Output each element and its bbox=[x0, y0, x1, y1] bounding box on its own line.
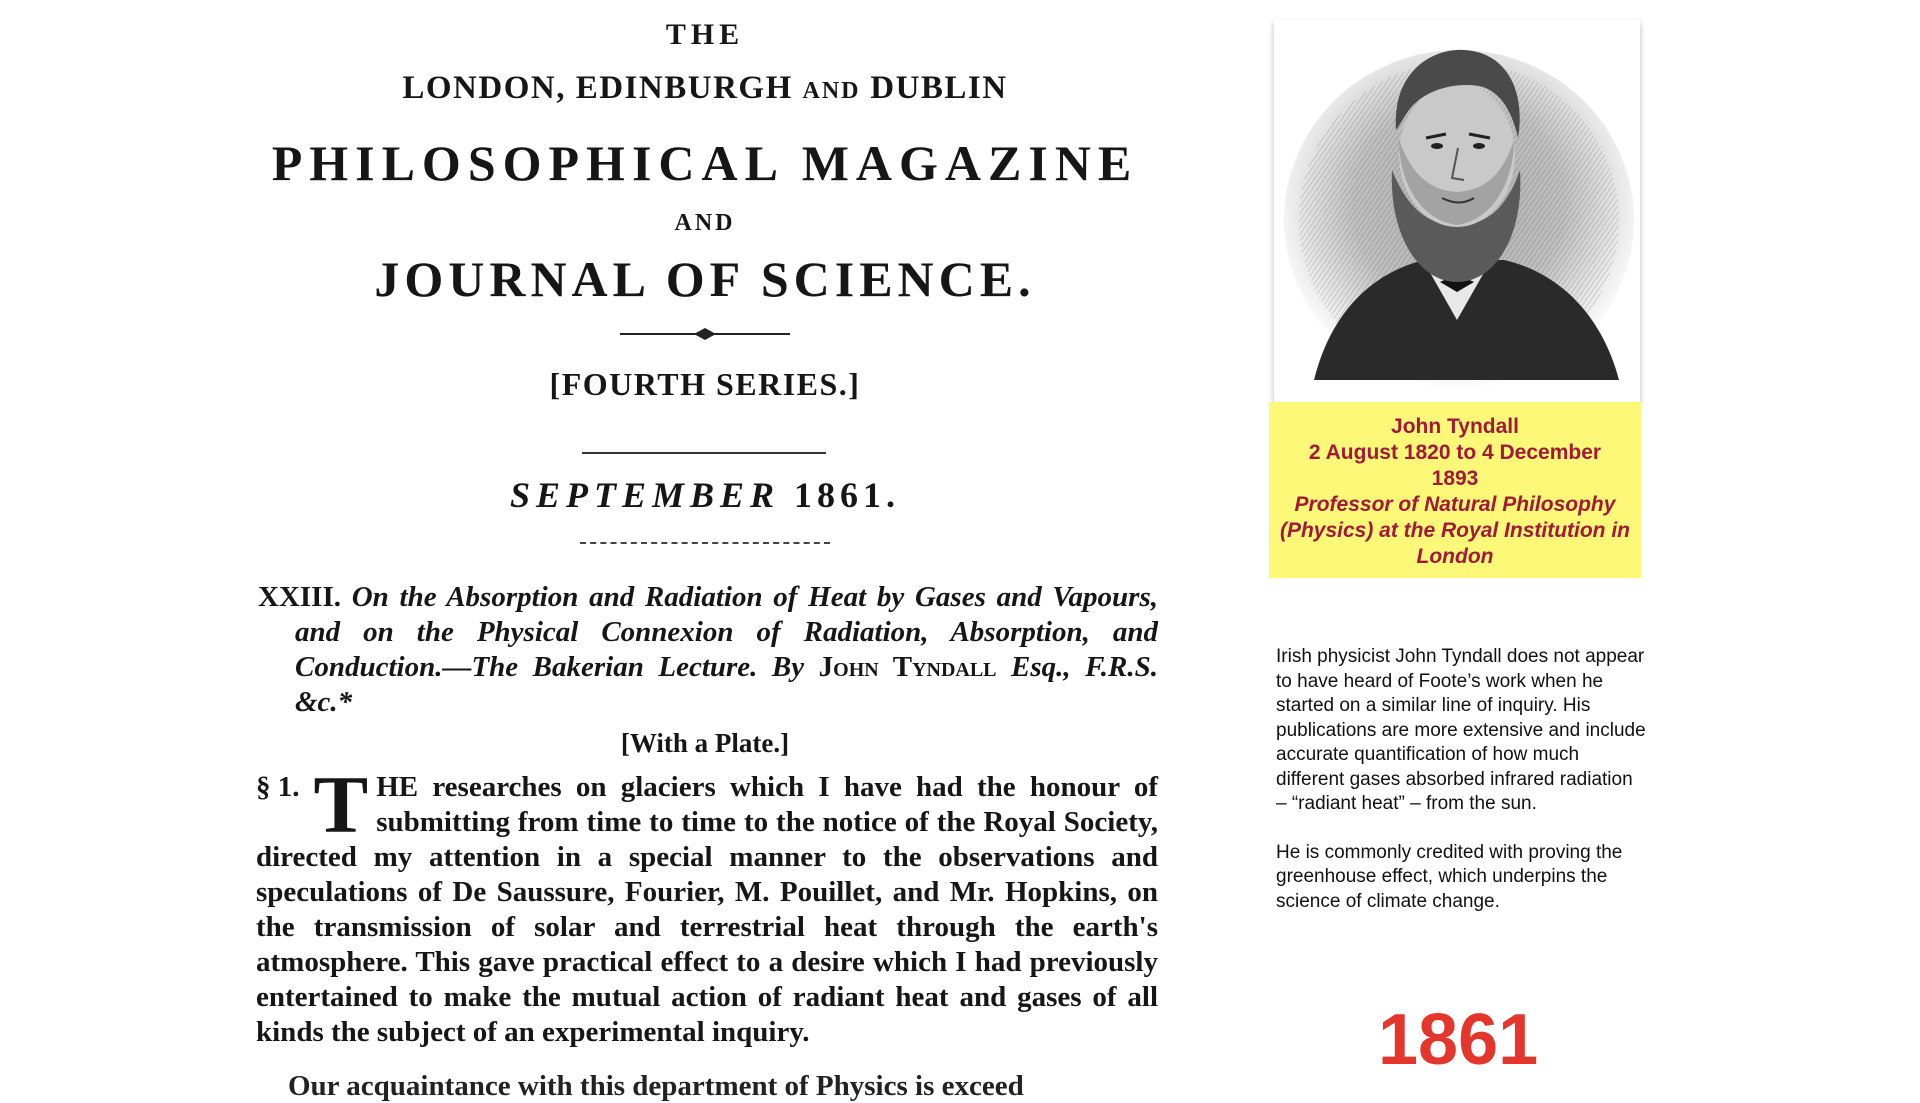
john-tyndall-portrait-engraving bbox=[1274, 20, 1640, 402]
caption-role: Professor of Natural Philosophy (Physics) at the Royal Institution in London bbox=[1279, 493, 1631, 568]
journal-series: [FOURTH SERIES.] bbox=[549, 366, 861, 402]
journal-page bbox=[248, 0, 1162, 1102]
article-heading bbox=[258, 580, 1158, 720]
ornament-divider bbox=[620, 326, 790, 342]
article-body-cut-line: Our acquaintance with this department of Physics is exceed bbox=[288, 1070, 1024, 1102]
journal-issue-month: SEPTEMBER bbox=[509, 475, 781, 515]
caption-dates-end: 1893 bbox=[1431, 467, 1479, 490]
article-plate-note: [With a Plate.] bbox=[620, 728, 790, 758]
journal-title-london: LONDON, EDINBURGH bbox=[402, 70, 793, 106]
article-body bbox=[256, 759, 1158, 1050]
portrait-caption bbox=[1269, 402, 1641, 578]
year-label: 1861 bbox=[1378, 1000, 1539, 1080]
article-author: John Tyndall bbox=[818, 651, 997, 683]
rule-divider bbox=[582, 452, 826, 454]
drop-cap: T bbox=[313, 759, 369, 850]
description-paragraph-1: Irish physicist John Tyndall does not appear to have heard of Foote’s work when he started on a similar line of inquiry. His publications are more extensive and include accurate quantification of how much different gases absorbed infrared radiation – “radiant heat” – from the sun. bbox=[1276, 646, 1646, 814]
journal-title-journal-of-science: JOURNAL OF SCIENCE. bbox=[374, 251, 1036, 307]
article-title: On the Absorption and Radiation of Heat by Gases and Vapours, and on the Physical Connexion of Radiation, Absorption, and Conduction.—The Bakerian Lecture. By bbox=[295, 581, 1158, 683]
article-body-paragraph: HE researches on glaciers which I have had the honour of submitting from time to time to the notice of the Royal Society, directed my attention in a special manner to the observations and speculations of De Saussure, Fourier, M. Pouillet, and Mr. Hopkins, on the transmission of solar and terrestrial heat through the earth's atmosphere. This gave practical effect to a desire which I had previously entertained to make the mutual action of radiant heat and gases of all kinds the subject of an experimental inquiry. bbox=[256, 771, 1158, 1048]
journal-title-and: AND bbox=[674, 210, 736, 236]
journal-title-dublin: DUBLIN bbox=[870, 70, 1008, 106]
article-author-suffix: Esq., F.R.S. &c.* bbox=[295, 651, 1158, 718]
description-text bbox=[1276, 645, 1648, 938]
journal-title-and-small: AND bbox=[802, 78, 861, 104]
journal-the: THE bbox=[665, 18, 745, 51]
article-number: XXIII. bbox=[258, 581, 341, 613]
caption-name: John Tyndall bbox=[1391, 415, 1519, 438]
journal-issue-date bbox=[248, 474, 1162, 516]
journal-issue-year: 1861. bbox=[794, 475, 901, 515]
caption-dates: 2 August 1820 to 4 December bbox=[1308, 441, 1602, 464]
journal-title-line-2 bbox=[248, 70, 1162, 107]
journal-title-philosophical-magazine: PHILOSOPHICAL MAGAZINE bbox=[271, 135, 1139, 191]
portrait-image bbox=[1274, 20, 1640, 402]
rule-divider-dashed bbox=[580, 542, 830, 544]
section-mark: § 1. bbox=[256, 771, 300, 803]
description-paragraph-2: He is commonly credited with proving the greenhouse effect, which underpins the science of climate change. bbox=[1276, 841, 1623, 912]
